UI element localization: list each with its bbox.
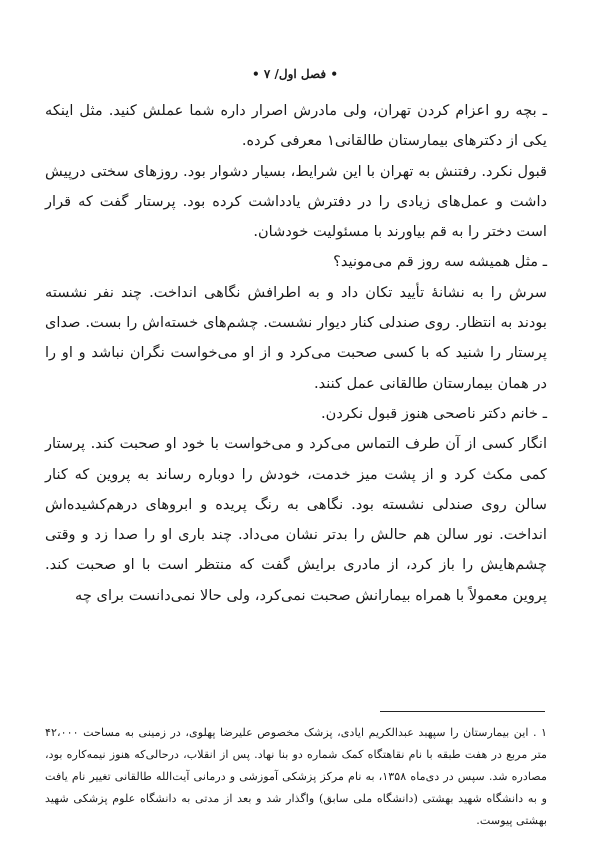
body-text (45, 96, 547, 611)
footnote-text: ۱ . این بیمارستان را سپهبد عبدالکریم ایادی، پزشک مخصوص علیرضا پهلوی، در زمینی به مساحت ۴۲،۰۰۰ متر مربع در هفت طبقه با نام نقاهتگاه کمک شماره دو بنا نهاد. پس از انقلاب، درحالی‌که هنوز نیمه‌کاره بود، مصادره شد. سپس در دی‌ماه ۱۳۵۸، به نام مرکز پزشکی آموزشی و درمانی آیت‌الله طالقانی تغییر نام یافت و به دانشگاه شهید بهشتی (دانشگاه ملی سابق) واگذار شد و بعد از مدتی به دانشگاه علوم پزشکی شهید بهشتی پیوست. (45, 726, 547, 827)
paragraph-5: ـ خانم دکتر ناصحی هنوز قبول نکردن. (321, 404, 547, 422)
paragraph-6: انگار کسی از آن طرف التماس می‌کرد و می‌خواست با خود او صحبت کند. پرستار کمی مکث کرد و از پشت میز خدمت، خودش را دوباره رساند به پروین که کنار سالن روی صندلی نشسته بود. نگاهی به رنگ پریده و ابروهای درهم‌کشیده‌اش انداخت. نور سالن هم حالش را بدتر نشان می‌داد. چند باری او را صدا زد و وقتی چشم‌هایش را باز کرد، از مادری برایش گفت که منتظر است با او صحبت کند. پروین معمولاً با همراه بیمارانش صحبت نمی‌کرد، ولی حالا نمی‌دانست برای چه (45, 435, 547, 604)
paragraph-4: سرش را به نشانهٔ تأیید تکان داد و به اطرافش نگاهی انداخت. چند نفر نشسته بودند به انتظار. روی صندلی کنار دیوار نشست. چشم‌های خسته‌اش را بست. صدای پرستار را شنید که با کسی صحبت می‌کرد و از او می‌خواست نگران نباشد و او را در همان بیمارستان طالقانی عمل کنند. (45, 283, 547, 392)
footnote (45, 722, 547, 832)
footnote-divider (380, 711, 545, 712)
paragraph-1: ـ بچه رو اعزام کردن تهران، ولی مادرش اصرار داره شما عملش کنید. مثل اینکه یکی از دکترهای بیمارستان طالقانی۱ معرفی کرده. (45, 102, 547, 150)
paragraph-2: قبول نکرد. رفتنش به تهران با این شرایط، بسیار دشوار بود. روزهای سختی درپیش داشت و عمل‌های زیادی را در دفترش یادداشت کرده بود. پرستار گفت که قرار است دختر را به قم بیاورند با مسئولیت خودشان. (45, 162, 547, 241)
running-head: • فصل اول/ ۷ • (252, 67, 338, 81)
paragraph-3: ـ مثل همیشه سه روز قم می‌مونید؟ (333, 253, 547, 271)
